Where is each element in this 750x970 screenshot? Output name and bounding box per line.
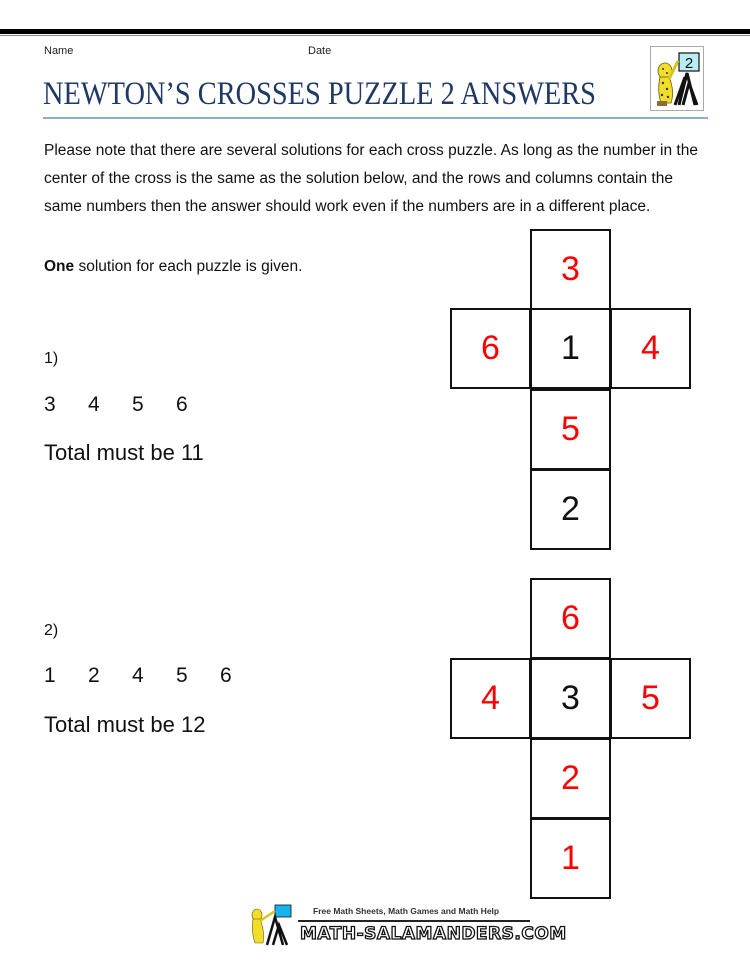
puzzle-2-label: 2) <box>44 622 59 639</box>
note-bold: One <box>44 258 75 275</box>
puzzle-1-label: 1) <box>44 350 59 367</box>
title-underline <box>43 117 708 119</box>
number: 1 <box>44 664 56 687</box>
cross-cell-left: 6 <box>450 308 531 389</box>
number: 6 <box>220 664 232 687</box>
cross-cell-below-1: 2 <box>530 738 611 819</box>
number: 3 <box>44 393 56 416</box>
puzzle-2-total: Total must be 12 <box>44 712 206 737</box>
cross-cell-below-2: 2 <box>530 469 611 550</box>
cross-cell-center: 3 <box>530 658 611 739</box>
solution-note <box>44 258 302 276</box>
number: 4 <box>132 664 144 687</box>
salamander-logo <box>650 46 704 111</box>
svg-text:2: 2 <box>684 55 694 72</box>
footer-rule <box>298 920 530 922</box>
page-title: NEWTON’S CROSSES PUZZLE 2 ANSWERS <box>43 76 596 112</box>
cross-cell-left: 4 <box>450 658 531 739</box>
cross-cell-top: 6 <box>530 578 611 659</box>
top-rule <box>0 29 750 34</box>
salamander-easel-icon <box>651 47 703 110</box>
top-rule-thin <box>0 35 750 36</box>
cross-cell-top: 3 <box>530 229 611 310</box>
instructions-paragraph: Please note that there are several solutions for each cross puzzle. As long as the number in the center of the cross is the same as the solution below, and the rows and columns contain the same numbers then the answer should work even if the numbers are in a different place. <box>44 142 698 215</box>
puzzle-2-numbers <box>44 664 264 688</box>
footer-brand: MATH-SALAMANDERS.COM <box>300 924 567 944</box>
name-label: Name <box>44 45 74 57</box>
footer-tagline: Free Math Sheets, Math Games and Math Help <box>313 906 500 916</box>
salamander-footer-icon <box>245 903 301 948</box>
number: 4 <box>88 393 100 416</box>
cross-cell-right: 4 <box>610 308 691 389</box>
cross-cell-right: 5 <box>610 658 691 739</box>
cross-cell-below-1: 5 <box>530 389 611 470</box>
number: 2 <box>88 664 100 687</box>
number: 5 <box>132 393 144 416</box>
note-text: solution for each puzzle is given. <box>74 258 303 275</box>
number: 6 <box>176 393 188 416</box>
cross-cell-below-2: 1 <box>530 818 611 899</box>
puzzle-1-total: Total must be 11 <box>44 440 204 465</box>
puzzle-1-numbers <box>44 393 220 417</box>
date-label: Date <box>308 45 332 57</box>
cross-cell-center: 1 <box>530 308 611 389</box>
number: 5 <box>176 664 188 687</box>
